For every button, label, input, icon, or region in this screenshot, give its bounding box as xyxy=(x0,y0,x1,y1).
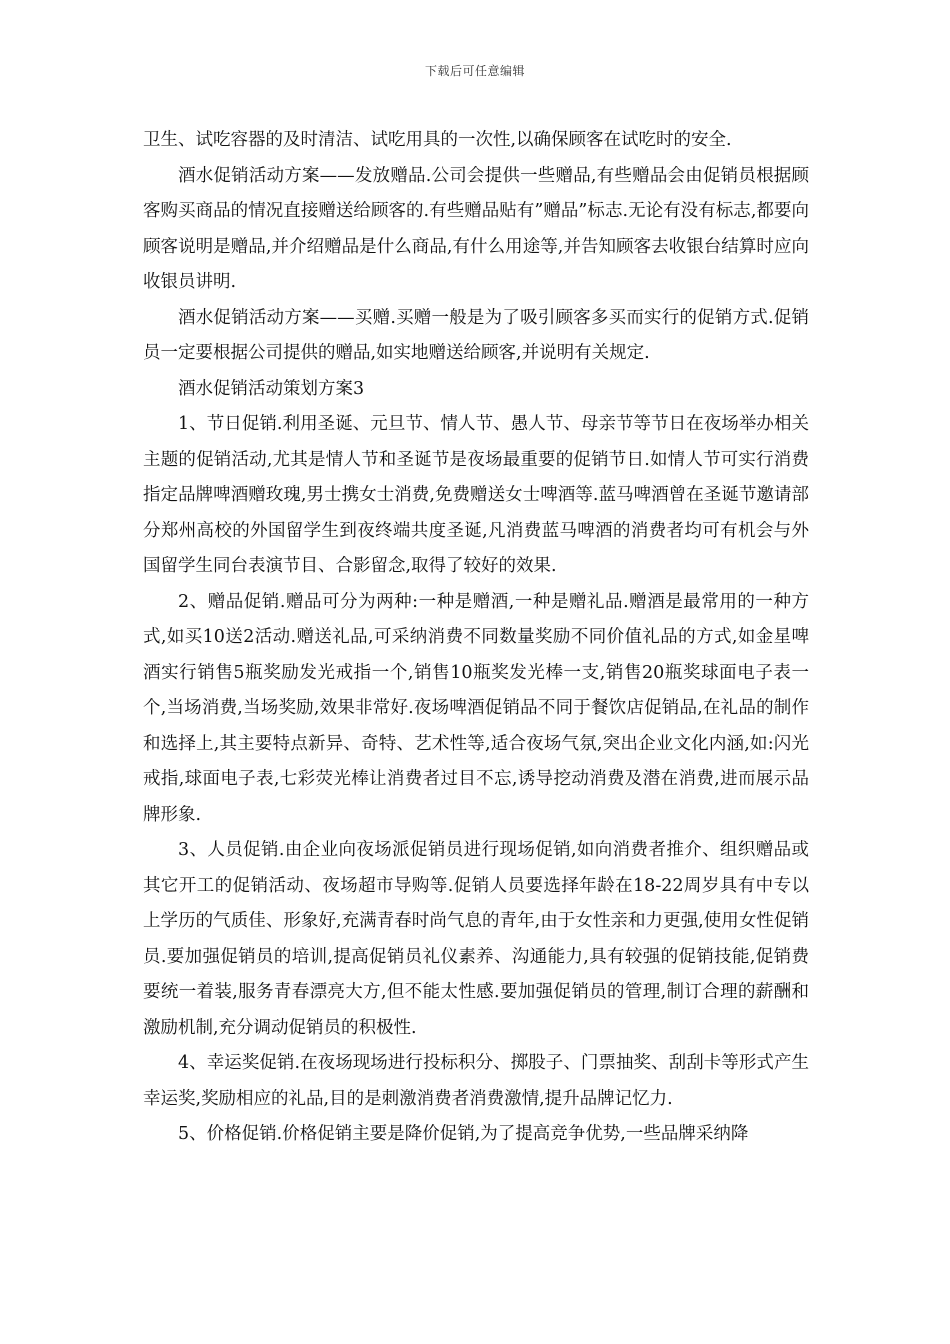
paragraph-8: 5、价格促销.价格促销主要是降价促销,为了提高竞争优势,一些品牌采纳降 xyxy=(178,1124,749,1144)
paragraph-1: 卫生、试吃容器的及时清洁、试吃用具的一次性,以确保顾客在试吃时的安全. xyxy=(143,130,732,150)
paragraph-2: 酒水促销活动方案——发放赠品.公司会提供一些赠品,有些赠品会由促销员根据顾客购买商品的情况直接赠送给顾客的.有些赠品贴有”赠品”标志.无论有没有标志,都要向顾客说明是赠品,并介绍赠品是什么商品,有什么用途等,并告知顾客去收银台结算时应向收银员讲明. xyxy=(143,165,809,292)
paragraph-6: 3、人员促销.由企业向夜场派促销员进行现场促销,如向消费者推介、组织赠品或其它开工的促销活动、夜场超市导购等.促销人员要选择年龄在18-22周岁具有中专以上学历的气质佳、形象好,充满青春时尚气息的青年,由于女性亲和力更强,使用女性促销员.要加强促销员的培训,提高促销员礼仪素养、沟通能力,具有较强的促销技能,促销费要统一着装,服务青春漂亮大方,但不能太性感.要加强促销员的管理,制订合理的薪酬和激励机制,充分调动促销员的积极性. xyxy=(143,840,809,1038)
paragraph-5: 2、赠品促销.赠品可分为两种:一种是赠酒,一种是赠礼品.赠酒是最常用的一种方式,如买10送2活动.赠送礼品,可采纳消费不同数量奖励不同价值礼品的方式,如金星啤酒实行销售5瓶奖励发光戒指一个,销售10瓶奖发光棒一支,销售20瓶奖球面电子表一个,当场消费,当场奖励,效果非常好.夜场啤酒促销品不同于餐饮店促销品,在礼品的制作和选择上,其主要特点新异、奇特、艺术性等,适合夜场气氛,突出企业文化内涵,如:闪光戒指,球面电子表,七彩荧光棒让消费者过目不忘,诱导挖动消费及潜在消费,进而展示品牌形象. xyxy=(143,591,809,825)
paragraph-4: 1、节日促销.利用圣诞、元旦节、情人节、愚人节、母亲节等节日在夜场举办相关主题的促销活动,尤其是情人节和圣诞节是夜场最重要的促销节日.如情人节可实行消费指定品牌啤酒赠玫瑰,男士携女士消费,免费赠送女士啤酒等.蓝马啤酒曾在圣诞节邀请部分郑州高校的外国留学生到夜终端共度圣诞,凡消费蓝马啤酒的消费者均可有机会与外国留学生同台表演节目、合影留念,取得了较好的效果. xyxy=(143,414,809,576)
paragraph-3: 酒水促销活动方案——买赠.买赠一般是为了吸引顾客多买而实行的促销方式.促销员一定要根据公司提供的赠品,如实地赠送给顾客,并说明有关规定. xyxy=(143,307,809,363)
section-heading: 酒水促销活动策划方案3 xyxy=(178,378,365,399)
document-body xyxy=(143,123,809,1153)
page-header: 下载后可任意编辑 xyxy=(424,64,525,78)
paragraph-7: 4、幸运奖促销.在夜场现场进行投标积分、掷股子、门票抽奖、刮刮卡等形式产生幸运奖,奖励相应的礼品,目的是刺激消费者消费激情,提升品牌记忆力. xyxy=(143,1053,809,1109)
